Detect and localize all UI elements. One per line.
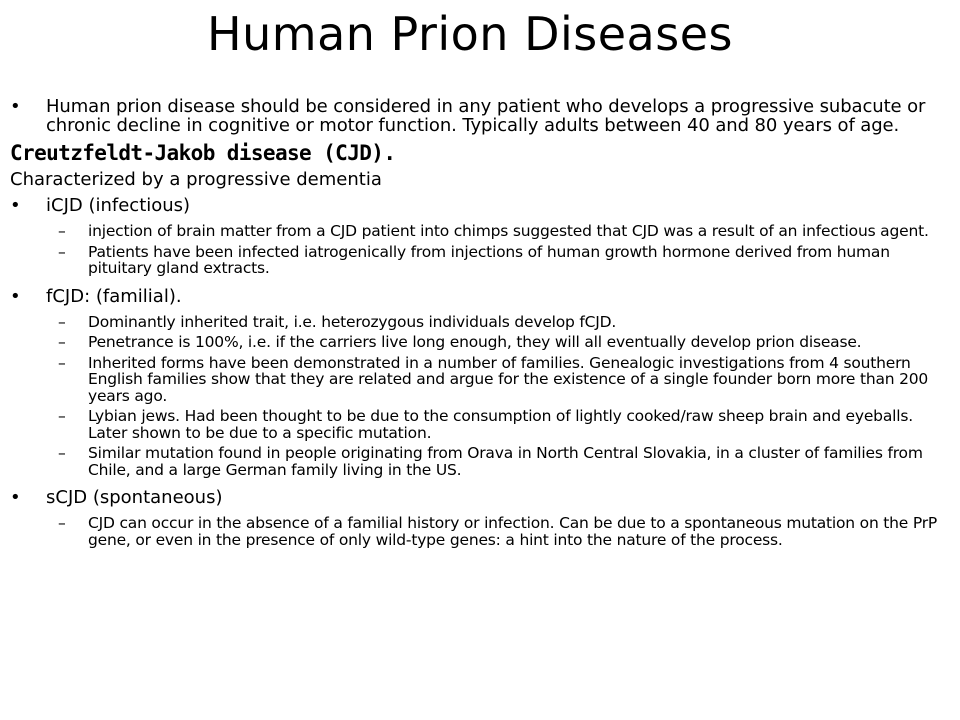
scjd-item: – CJD can occur in the absence of a familial history or infection. Can be due to a spontaneous mutation on the PrP gene, or even in the presence of only wild-type genes: a hint into the nature of the process.	[10, 515, 950, 548]
cjd-heading: Creutzfeldt-Jakob disease (CJD).	[10, 141, 396, 165]
scjd-bullet: • sCJD (spontaneous)	[10, 487, 950, 509]
fcjd-item: – Dominantly inherited trait, i.e. heterozygous individuals develop fCJD.	[10, 314, 950, 331]
fcjd-bullet: • fCJD: (familial).	[10, 286, 950, 308]
icjd-item: – Patients have been infected iatrogenically from injections of human growth hormone derived from human pituitary gland extracts.	[10, 244, 950, 277]
fcjd-item: – Lybian jews. Had been thought to be due to the consumption of lightly cooked/raw sheep brain and eyeballs. Later shown to be due to a specific mutation.	[10, 408, 950, 441]
slide-content	[10, 97, 950, 548]
slide-title: Human Prion Diseases	[207, 7, 733, 61]
intro-bullet: • Human prion disease should be considered in any patient who develops a progressive subacute or chronic decline in cognitive or motor function. Typically adults between 40 and 80 years of age.	[10, 97, 950, 135]
fcjd-item: – Similar mutation found in people originating from Orava in North Central Slovakia, in a cluster of families from Chile, and a large German family living in the US.	[10, 445, 950, 478]
cjd-description: Characterized by a progressive dementia	[10, 169, 382, 190]
icjd-bullet: • iCJD (infectious)	[10, 195, 950, 217]
icjd-item: – injection of brain matter from a CJD patient into chimps suggested that CJD was a result of an infectious agent.	[10, 223, 950, 240]
fcjd-item: – Inherited forms have been demonstrated in a number of families. Genealogic investigations from 4 southern English families show that they are related and argue for the existence of a single founder born more than 200 years ago.	[10, 355, 950, 405]
fcjd-item: – Penetrance is 100%, i.e. if the carriers live long enough, they will all eventually develop prion disease.	[10, 334, 950, 351]
